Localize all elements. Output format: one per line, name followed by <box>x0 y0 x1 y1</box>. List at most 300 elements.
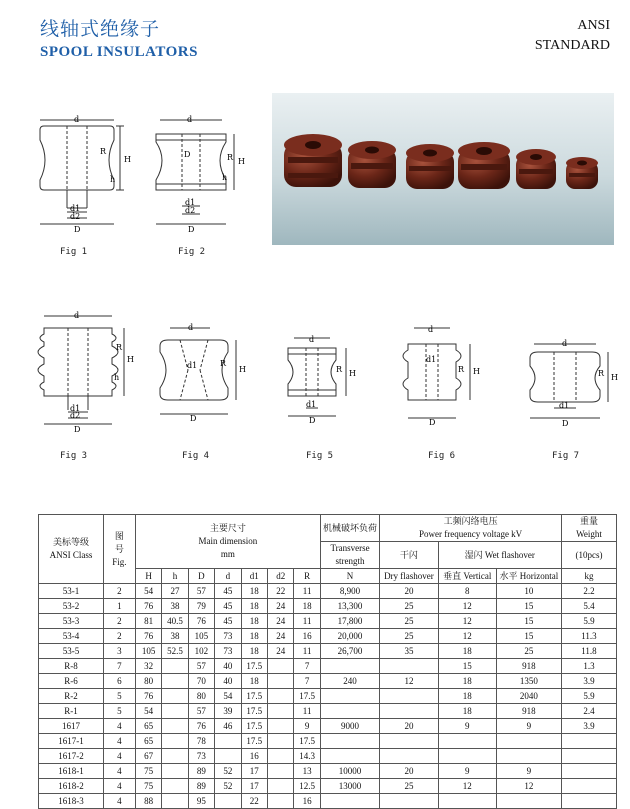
header-dim-h: h <box>162 569 188 584</box>
table-cell: 17.5 <box>241 704 267 719</box>
table-cell: 2 <box>103 614 135 629</box>
table-cell <box>320 794 379 809</box>
table-cell <box>496 794 561 809</box>
table-cell: 88 <box>135 794 161 809</box>
fig2-dim-d1: d1 <box>185 198 196 207</box>
table-cell: 57 <box>188 584 214 599</box>
table-cell: 11.8 <box>561 644 616 659</box>
table-cell: 102 <box>188 644 214 659</box>
table-cell: 4 <box>103 734 135 749</box>
spec-table-body <box>39 584 617 809</box>
table-cell: 2.2 <box>561 584 616 599</box>
header-dry-en: Dry flashover <box>380 569 438 584</box>
fig5-dim-H: H <box>349 369 356 378</box>
table-cell <box>561 794 616 809</box>
table-row <box>39 614 617 629</box>
table-row <box>39 704 617 719</box>
fig6-dim-d1: d1 <box>426 355 437 364</box>
table-cell: 15 <box>438 659 496 674</box>
fig2-dim-h: h <box>222 173 228 182</box>
table-cell: 1617-2 <box>39 749 104 764</box>
table-cell: 9 <box>438 719 496 734</box>
table-cell <box>380 749 438 764</box>
table-cell <box>496 749 561 764</box>
table-cell <box>162 794 188 809</box>
spool-insulator-photo-6 <box>566 157 598 189</box>
table-cell: 52 <box>215 764 241 779</box>
table-row <box>39 659 617 674</box>
fig3-dim-d: d <box>74 311 80 320</box>
fig6-label: Fig 6 <box>428 451 456 461</box>
table-cell: 11 <box>294 614 320 629</box>
table-cell: 76 <box>188 614 214 629</box>
fig7-dim-H: H <box>611 373 618 382</box>
fig4-dim-D: D <box>190 414 197 422</box>
header-wet: 湿闪 Wet flashover <box>438 542 561 569</box>
table-cell: 1617-1 <box>39 734 104 749</box>
table-cell <box>162 674 188 689</box>
fig1-dim-d1: d1 <box>70 204 81 213</box>
fig5-dim-d1: d1 <box>306 400 317 409</box>
table-cell: 2 <box>103 629 135 644</box>
table-cell: 17.5 <box>294 689 320 704</box>
table-cell: 18 <box>241 599 267 614</box>
table-cell <box>162 689 188 704</box>
table-cell: 1350 <box>496 674 561 689</box>
table-cell: 12.5 <box>294 779 320 794</box>
table-cell: 10 <box>496 584 561 599</box>
header-main-dimension: 主要尺寸 Main dimension mm <box>135 515 320 569</box>
fig2-dim-H: H <box>238 157 245 166</box>
table-cell <box>380 734 438 749</box>
spool-insulator-photo-5 <box>516 149 556 189</box>
table-cell <box>561 734 616 749</box>
header-weight-cn: 重量 Weight <box>561 515 616 542</box>
table-cell: 76 <box>135 689 161 704</box>
table-cell: 17 <box>241 764 267 779</box>
table-cell: 35 <box>380 644 438 659</box>
fig2-dim-D: D <box>188 225 195 234</box>
fig7-label: Fig 7 <box>552 451 580 461</box>
table-cell: 240 <box>320 674 379 689</box>
fig5-dim-R: R <box>336 365 343 374</box>
spec-table <box>38 514 617 809</box>
table-cell: 5.4 <box>561 599 616 614</box>
table-cell: 20 <box>380 764 438 779</box>
table-cell: 16 <box>294 794 320 809</box>
table-cell: 81 <box>135 614 161 629</box>
table-cell: 1.3 <box>561 659 616 674</box>
table-cell: 25 <box>380 614 438 629</box>
table-cell: 53-5 <box>39 644 104 659</box>
table-cell: 80 <box>188 689 214 704</box>
table-cell <box>162 779 188 794</box>
table-cell: 89 <box>188 764 214 779</box>
table-cell: 38 <box>162 599 188 614</box>
table-cell: 16 <box>241 749 267 764</box>
table-cell <box>267 659 293 674</box>
table-cell: 1 <box>103 599 135 614</box>
table-cell: 3.9 <box>561 719 616 734</box>
table-row <box>39 629 617 644</box>
fig2-drawing <box>150 112 250 236</box>
table-cell <box>215 734 241 749</box>
table-cell <box>320 659 379 674</box>
fig4-dim-H: H <box>239 365 246 374</box>
table-cell: 9 <box>294 719 320 734</box>
table-cell: 18 <box>438 674 496 689</box>
spool-insulator-photo-1 <box>284 134 342 187</box>
table-cell: 79 <box>188 599 214 614</box>
table-cell: 24 <box>267 599 293 614</box>
table-cell <box>267 689 293 704</box>
fig3-dim-H: H <box>127 355 134 364</box>
table-cell: 12 <box>438 779 496 794</box>
table-cell <box>380 704 438 719</box>
table-cell <box>561 749 616 764</box>
table-cell: 13,300 <box>320 599 379 614</box>
table-cell: 9 <box>496 719 561 734</box>
header-dim-d1: d1 <box>241 569 267 584</box>
table-cell: R-1 <box>39 704 104 719</box>
table-cell: 12 <box>380 674 438 689</box>
table-cell: 2040 <box>496 689 561 704</box>
table-cell: 8,900 <box>320 584 379 599</box>
fig3-dim-h: h <box>114 373 120 382</box>
table-cell: 73 <box>215 629 241 644</box>
table-cell: 46 <box>215 719 241 734</box>
product-photo <box>272 93 614 245</box>
table-row <box>39 749 617 764</box>
table-cell: 18 <box>241 584 267 599</box>
table-cell: 18 <box>438 689 496 704</box>
fig1-drawing <box>30 112 140 236</box>
table-cell: 1618-1 <box>39 764 104 779</box>
spool-insulator-photo-3 <box>406 144 454 189</box>
table-cell <box>267 779 293 794</box>
table-cell: 22 <box>241 794 267 809</box>
fig6-dim-D: D <box>429 418 436 426</box>
fig5-dim-D: D <box>309 416 316 424</box>
fig7-dim-D: D <box>562 419 569 428</box>
table-cell <box>320 734 379 749</box>
table-cell: 80 <box>135 674 161 689</box>
table-cell: 76 <box>135 629 161 644</box>
table-cell <box>320 749 379 764</box>
fig1-dim-R: R <box>100 147 107 156</box>
standard-line-1: ANSI <box>577 18 610 33</box>
table-row <box>39 764 617 779</box>
fig4-drawing <box>152 322 248 422</box>
table-cell: 11.3 <box>561 629 616 644</box>
table-cell: 17.5 <box>294 734 320 749</box>
table-cell <box>267 674 293 689</box>
table-cell: 9 <box>496 764 561 779</box>
fig2-dim-R: R <box>227 153 234 162</box>
table-cell: 918 <box>496 704 561 719</box>
table-cell: 7 <box>294 674 320 689</box>
table-cell: 18 <box>241 629 267 644</box>
table-cell: 25 <box>380 599 438 614</box>
table-cell: 89 <box>188 779 214 794</box>
table-cell: 9000 <box>320 719 379 734</box>
table-row <box>39 734 617 749</box>
table-cell <box>438 794 496 809</box>
table-cell: 12 <box>496 779 561 794</box>
table-cell <box>267 719 293 734</box>
table-cell: 76 <box>135 599 161 614</box>
table-cell: 7 <box>103 659 135 674</box>
table-cell: 4 <box>103 719 135 734</box>
table-cell <box>380 659 438 674</box>
table-cell: 7 <box>294 659 320 674</box>
spec-table-header <box>39 515 617 584</box>
fig1-dim-D: D <box>74 225 81 234</box>
table-cell: 18 <box>241 644 267 659</box>
table-cell: 25 <box>496 644 561 659</box>
table-cell: 24 <box>267 614 293 629</box>
table-row <box>39 719 617 734</box>
fig3-dim-d1: d1 <box>70 404 81 413</box>
header-fig: 图 号 Fig. <box>103 515 135 584</box>
fig4-dim-R: R <box>220 359 227 368</box>
table-cell: 1617 <box>39 719 104 734</box>
fig6-drawing <box>398 322 482 426</box>
table-cell: 22 <box>267 584 293 599</box>
table-cell: 45 <box>215 599 241 614</box>
table-cell <box>267 749 293 764</box>
table-cell: 3 <box>103 644 135 659</box>
table-cell: 70 <box>188 674 214 689</box>
fig7-drawing <box>520 336 620 428</box>
table-cell: 11 <box>294 704 320 719</box>
header-transverse-unit: N <box>320 569 379 584</box>
table-cell: 18 <box>438 704 496 719</box>
table-cell <box>496 734 561 749</box>
table-cell: 24 <box>267 629 293 644</box>
table-cell: 54 <box>135 704 161 719</box>
fig6-dim-H: H <box>473 367 480 376</box>
table-cell: 75 <box>135 764 161 779</box>
table-cell: 73 <box>215 644 241 659</box>
fig3-label: Fig 3 <box>60 451 88 461</box>
table-cell: 918 <box>496 659 561 674</box>
header-transverse-cn: 机械破坏负荷 <box>320 515 379 542</box>
table-cell <box>267 704 293 719</box>
header-transverse-en: Transverse strength <box>320 542 379 569</box>
table-cell: 15 <box>496 614 561 629</box>
table-cell: 11 <box>294 644 320 659</box>
table-cell: 15 <box>496 599 561 614</box>
table-cell: 5 <box>103 689 135 704</box>
table-cell <box>561 779 616 794</box>
table-cell: 18 <box>241 674 267 689</box>
table-cell: 13000 <box>320 779 379 794</box>
header-dim-D: D <box>188 569 214 584</box>
fig7-dim-R: R <box>598 369 605 378</box>
table-cell: 105 <box>188 629 214 644</box>
fig1-label: Fig 1 <box>60 247 88 257</box>
table-cell: 52.5 <box>162 644 188 659</box>
table-cell <box>162 764 188 779</box>
fig4-dim-d1: d1 <box>187 361 198 370</box>
table-cell: 53-3 <box>39 614 104 629</box>
header-power-frequency: 工频闪络电压 Power frequency voltage kV <box>380 515 562 542</box>
table-cell <box>380 689 438 704</box>
table-cell: 54 <box>135 584 161 599</box>
table-cell: 53-1 <box>39 584 104 599</box>
fig5-label: Fig 5 <box>306 451 334 461</box>
header-dim-d: d <box>215 569 241 584</box>
standard-line-2: STANDARD <box>534 38 610 53</box>
table-cell: 25 <box>380 629 438 644</box>
table-cell: 17 <box>241 779 267 794</box>
spool-insulator-photo-4 <box>458 142 510 189</box>
table-cell: 67 <box>135 749 161 764</box>
table-cell: 12 <box>438 614 496 629</box>
table-cell: 40 <box>215 659 241 674</box>
fig1-dim-d2: d2 <box>70 212 81 221</box>
table-cell: 78 <box>188 734 214 749</box>
fig3-drawing <box>30 310 140 434</box>
table-row <box>39 584 617 599</box>
table-row <box>39 779 617 794</box>
table-cell: 52 <box>215 779 241 794</box>
table-cell: 18 <box>294 599 320 614</box>
fig1-dim-H: H <box>124 155 131 164</box>
fig3-dim-R: R <box>116 343 123 352</box>
header-dry-cn: 干闪 <box>380 542 438 569</box>
table-cell <box>438 734 496 749</box>
table-row <box>39 644 617 659</box>
table-cell: 17.5 <box>241 659 267 674</box>
table-cell: 2 <box>103 584 135 599</box>
table-cell: 45 <box>215 614 241 629</box>
table-cell: 13 <box>294 764 320 779</box>
spool-insulator-photo-2 <box>348 141 396 188</box>
table-cell <box>561 764 616 779</box>
header-weight-unit: kg <box>561 569 616 584</box>
table-cell: 5.9 <box>561 614 616 629</box>
table-cell: 15 <box>496 629 561 644</box>
table-cell: 65 <box>135 719 161 734</box>
table-cell: 105 <box>135 644 161 659</box>
title-chinese: 线轴式绝缘子 <box>40 18 161 40</box>
fig7-dim-d1: d1 <box>559 401 570 410</box>
fig2-dim-D-inner: D <box>184 150 191 159</box>
table-cell: 14.3 <box>294 749 320 764</box>
fig2-dim-d: d <box>187 115 193 124</box>
table-cell: 16 <box>294 629 320 644</box>
table-cell: 8 <box>438 584 496 599</box>
table-cell: 53-2 <box>39 599 104 614</box>
fig5-dim-d: d <box>309 335 315 344</box>
table-cell <box>380 794 438 809</box>
fig4-dim-d: d <box>188 323 194 332</box>
table-cell: 20,000 <box>320 629 379 644</box>
fig1-dim-d: d <box>74 115 80 124</box>
table-cell: 39 <box>215 704 241 719</box>
table-cell: R-6 <box>39 674 104 689</box>
header-dim-H: H <box>135 569 161 584</box>
table-cell: 9 <box>438 764 496 779</box>
table-cell: 18 <box>438 644 496 659</box>
fig3-dim-D: D <box>74 425 81 434</box>
table-row <box>39 689 617 704</box>
table-cell: 73 <box>188 749 214 764</box>
table-cell: 1618-3 <box>39 794 104 809</box>
table-cell: 76 <box>188 719 214 734</box>
table-cell: 4 <box>103 749 135 764</box>
table-cell: 4 <box>103 794 135 809</box>
fig4-label: Fig 4 <box>182 451 210 461</box>
table-cell <box>162 749 188 764</box>
table-cell: 5.9 <box>561 689 616 704</box>
table-cell <box>267 794 293 809</box>
table-cell: 4 <box>103 764 135 779</box>
fig1-dim-h: h <box>110 175 116 184</box>
header-dim-R: R <box>294 569 320 584</box>
table-cell <box>267 764 293 779</box>
table-cell: 53-4 <box>39 629 104 644</box>
table-cell: 17.5 <box>241 734 267 749</box>
table-cell: 10000 <box>320 764 379 779</box>
table-cell <box>320 689 379 704</box>
table-cell <box>215 794 241 809</box>
table-row <box>39 794 617 809</box>
table-cell: R-8 <box>39 659 104 674</box>
table-row <box>39 674 617 689</box>
table-row <box>39 599 617 614</box>
table-cell <box>267 734 293 749</box>
title-english: SPOOL INSULATORS <box>40 44 198 60</box>
table-cell: 1618-2 <box>39 779 104 794</box>
table-cell: 2.4 <box>561 704 616 719</box>
table-cell <box>162 704 188 719</box>
table-cell: 95 <box>188 794 214 809</box>
table-cell: 17,800 <box>320 614 379 629</box>
table-cell: 12 <box>438 599 496 614</box>
fig6-dim-d: d <box>428 325 434 334</box>
table-cell: R-2 <box>39 689 104 704</box>
header-weight-pcs: (10pcs) <box>561 542 616 569</box>
table-cell <box>320 704 379 719</box>
header-class: 美标等级 ANSI Class <box>39 515 104 584</box>
table-cell: 57 <box>188 659 214 674</box>
table-cell <box>162 719 188 734</box>
table-cell: 20 <box>380 584 438 599</box>
table-cell: 45 <box>215 584 241 599</box>
table-cell: 32 <box>135 659 161 674</box>
fig3-dim-d2: d2 <box>70 411 81 420</box>
table-cell: 3.9 <box>561 674 616 689</box>
table-cell: 40 <box>215 674 241 689</box>
table-cell: 11 <box>294 584 320 599</box>
table-cell: 4 <box>103 779 135 794</box>
table-cell <box>162 659 188 674</box>
fig2-dim-d2: d2 <box>185 206 196 215</box>
table-cell: 75 <box>135 779 161 794</box>
table-cell: 17.5 <box>241 689 267 704</box>
table-cell: 12 <box>438 629 496 644</box>
table-cell: 27 <box>162 584 188 599</box>
table-cell: 17.5 <box>241 719 267 734</box>
header-dim-d2: d2 <box>267 569 293 584</box>
table-cell: 20 <box>380 719 438 734</box>
header-horizontal: 水平 Horizontal <box>496 569 561 584</box>
table-cell: 57 <box>188 704 214 719</box>
table-cell: 6 <box>103 674 135 689</box>
